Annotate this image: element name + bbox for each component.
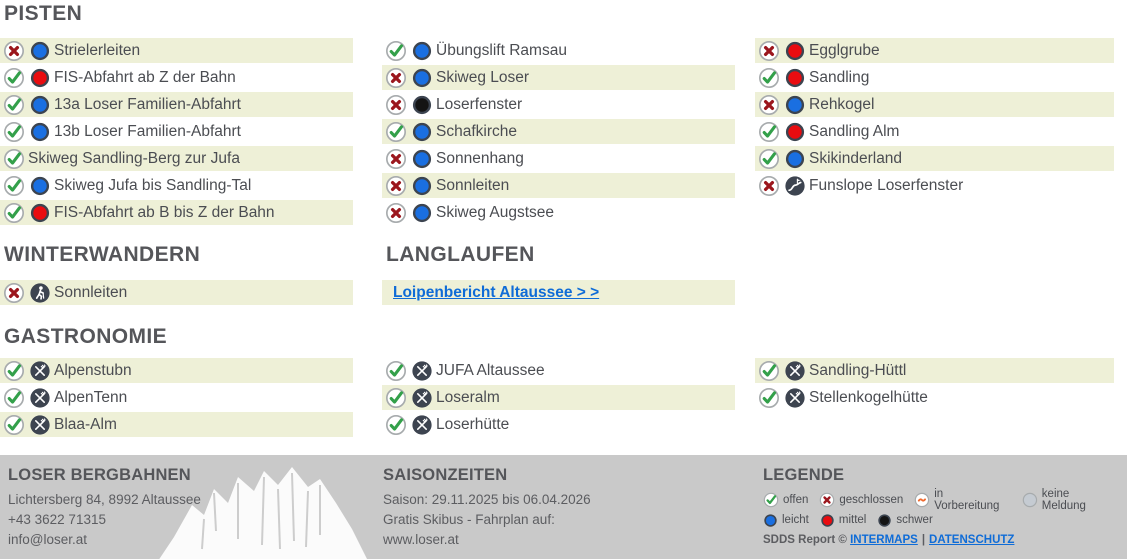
status-open-icon (385, 360, 407, 382)
langlaufen-link-row (382, 280, 735, 305)
status-closed-icon (385, 202, 407, 224)
footer-contact (8, 466, 383, 550)
piste-row (755, 119, 1114, 144)
gastro-row (0, 358, 353, 383)
season-website: www.loser.at (383, 532, 459, 547)
item-label: 13a Loser Familien-Abfahrt (54, 95, 241, 113)
status-open-icon (758, 148, 780, 170)
legend-status-row (763, 490, 1127, 510)
item-label: Skiweg Loser (436, 68, 530, 86)
difficulty-red-icon (784, 67, 806, 89)
pisten-title: PISTEN (4, 2, 83, 25)
legend-no-report-icon (1022, 492, 1038, 508)
difficulty-red-icon (29, 202, 51, 224)
item-label: FIS-Abfahrt ab Z der Bahn (54, 68, 236, 86)
restaurant-icon (29, 387, 51, 409)
contact-title: LOSER BERGBAHNEN (8, 466, 191, 484)
legend-open-icon (763, 492, 779, 508)
column-1 (0, 358, 353, 439)
status-closed-icon (385, 175, 407, 197)
gastronomie-title: GASTRONOMIE (4, 325, 168, 348)
status-open-icon (3, 67, 25, 89)
piste-row (0, 146, 353, 171)
item-label: Sandling-Hüttl (809, 361, 907, 379)
column-2 (382, 358, 735, 439)
legend-red-circle-icon (820, 513, 835, 528)
status-open-icon (3, 360, 25, 382)
legend-label: leicht (782, 514, 809, 526)
loipenbericht-link[interactable]: Loipenbericht Altaussee > > (393, 283, 600, 301)
item-label: Skiweg Sandling-Berg zur Jufa (28, 149, 240, 167)
legend-label: offen (783, 494, 809, 506)
legend-black-circle-icon (877, 513, 892, 528)
legend-item-preparing (914, 488, 1011, 512)
difficulty-blue-icon (29, 94, 51, 116)
piste-row (0, 173, 353, 198)
difficulty-blue-icon (784, 94, 806, 116)
item-label: Strielerleiten (54, 41, 141, 59)
status-open-icon (385, 414, 407, 436)
difficulty-blue-icon (411, 40, 433, 62)
difficulty-blue-icon (411, 121, 433, 143)
piste-row (382, 119, 735, 144)
legend-item-red (820, 513, 866, 528)
legend-preparing-icon (914, 492, 930, 508)
item-label: 13b Loser Familien-Abfahrt (54, 122, 241, 140)
piste-row (382, 38, 735, 63)
datenschutz-link[interactable]: DATENSCHUTZ (929, 534, 1015, 546)
report-separator: | (921, 534, 926, 546)
column-3 (755, 38, 1114, 227)
column-1 (0, 38, 353, 227)
legend-label: mittel (838, 514, 867, 526)
status-closed-icon (758, 94, 780, 116)
legend-item-no-report (1022, 488, 1116, 512)
legend-difficulty-row (763, 510, 1127, 530)
item-label: Sandling Alm (809, 122, 900, 140)
legend-item-black (877, 513, 932, 528)
section-langlaufen (382, 243, 735, 307)
footer-columns (0, 466, 1127, 550)
restaurant-icon (411, 387, 433, 409)
report-line (763, 534, 1127, 546)
footer (0, 455, 1127, 559)
piste-row (0, 119, 353, 144)
difficulty-red-icon (784, 40, 806, 62)
legend-label: geschlossen (839, 494, 904, 506)
status-open-icon (3, 387, 25, 409)
gastro-row (382, 385, 735, 410)
season-skibus: Gratis Skibus - Fahrplan auf: (383, 512, 555, 527)
legend-label: keine Meldung (1041, 488, 1086, 512)
column-2 (382, 38, 735, 227)
restaurant-icon (411, 360, 433, 382)
legend-item-blue (763, 513, 809, 528)
item-label: AlpenTenn (54, 388, 128, 406)
status-open-icon (3, 202, 25, 224)
piste-row (0, 38, 353, 63)
season-dates: Saison: 29.11.2025 bis 06.04.2026 (383, 492, 591, 507)
status-open-icon (385, 387, 407, 409)
pisten-columns (0, 38, 1127, 227)
legend-label: in Vorbereitung (934, 488, 1000, 512)
gastro-row (755, 385, 1114, 410)
gastronomie-columns (0, 358, 1127, 439)
winterwandern-row (0, 280, 353, 305)
status-closed-icon (758, 175, 780, 197)
piste-row (0, 65, 353, 90)
difficulty-blue-icon (411, 148, 433, 170)
item-label: Sonnleiten (54, 283, 128, 301)
item-label: Loseralm (436, 388, 500, 406)
contact-address: Lichtersberg 84, 8992 Altaussee (8, 492, 201, 507)
item-label: Blaa-Alm (54, 415, 117, 433)
difficulty-blue-icon (29, 175, 51, 197)
item-label: Stellenkogelhütte (809, 388, 928, 406)
piste-row (755, 173, 1114, 198)
status-open-icon (385, 40, 407, 62)
gastro-row (0, 385, 353, 410)
item-label: Sonnenhang (436, 149, 524, 167)
piste-row (0, 92, 353, 117)
piste-row (382, 65, 735, 90)
legend-title: LEGENDE (763, 466, 845, 484)
footer-legend (763, 466, 1127, 550)
restaurant-icon (29, 360, 51, 382)
difficulty-blue-icon (411, 175, 433, 197)
restaurant-icon (784, 360, 806, 382)
piste-row (755, 65, 1114, 90)
status-closed-icon (385, 94, 407, 116)
legend-label: schwer (896, 514, 933, 526)
langlaufen-title: LANGLAUFEN (386, 243, 535, 266)
difficulty-black-icon (411, 94, 433, 116)
restaurant-icon (29, 414, 51, 436)
item-label: Skiweg Jufa bis Sandling-Tal (54, 176, 252, 194)
piste-row (382, 92, 735, 117)
winterwandern-rows (0, 280, 353, 305)
footer-season (383, 466, 763, 550)
status-closed-icon (758, 40, 780, 62)
intermaps-link[interactable]: INTERMAPS (850, 534, 918, 546)
restaurant-icon (411, 414, 433, 436)
piste-row (0, 200, 353, 225)
section-gastronomie (0, 325, 1127, 439)
item-label: JUFA Altaussee (436, 361, 545, 379)
column-3 (755, 358, 1114, 439)
difficulty-blue-icon (29, 121, 51, 143)
difficulty-blue-icon (411, 202, 433, 224)
piste-row (382, 146, 735, 171)
season-title: SAISONZEITEN (383, 466, 508, 484)
contact-phone: +43 3622 71315 (8, 512, 106, 527)
gastro-row (755, 358, 1114, 383)
gastro-row (382, 412, 735, 437)
status-open-icon (758, 121, 780, 143)
item-label: FIS-Abfahrt ab B bis Z der Bahn (54, 203, 275, 221)
status-open-icon (3, 121, 25, 143)
status-open-icon (3, 414, 25, 436)
status-open-icon (385, 121, 407, 143)
status-closed-icon (385, 67, 407, 89)
status-open-icon (3, 175, 25, 197)
status-open-icon (3, 148, 25, 170)
legend-blue-circle-icon (763, 513, 778, 528)
difficulty-blue-icon (784, 148, 806, 170)
status-open-icon (758, 360, 780, 382)
item-label: Sandling (809, 68, 870, 86)
status-closed-icon (3, 40, 25, 62)
piste-row (755, 92, 1114, 117)
difficulty-red-icon (29, 67, 51, 89)
section-winterwandern (0, 243, 353, 307)
report-prefix: SDDS Report © (763, 534, 851, 546)
difficulty-red-icon (784, 121, 806, 143)
gastro-row (382, 358, 735, 383)
status-open-icon (758, 387, 780, 409)
legend-item-open (763, 492, 808, 508)
status-closed-icon (385, 148, 407, 170)
gastro-row (0, 412, 353, 437)
piste-row (382, 200, 735, 225)
section-pisten (0, 2, 1127, 227)
item-label: Skiweg Augstsee (436, 203, 555, 221)
difficulty-blue-icon (29, 40, 51, 62)
difficulty-blue-icon (411, 67, 433, 89)
restaurant-icon (784, 387, 806, 409)
item-label: Alpenstubn (54, 361, 132, 379)
legend-closed-icon (819, 492, 835, 508)
status-open-icon (758, 67, 780, 89)
item-label: Loserfenster (436, 95, 523, 113)
status-closed-icon (3, 282, 25, 304)
item-label: Übungslift Ramsau (436, 41, 567, 59)
winterwandern-title: WINTERWANDERN (4, 243, 201, 266)
status-open-icon (3, 94, 25, 116)
item-label: Loserhütte (436, 415, 510, 433)
piste-row (382, 173, 735, 198)
hiking-icon (29, 282, 51, 304)
item-label: Funslope Loserfenster (809, 176, 964, 194)
piste-row (755, 38, 1114, 63)
contact-email: info@loser.at (8, 532, 87, 547)
item-label: Egglgrube (809, 41, 880, 59)
legend-item-closed (819, 492, 903, 508)
item-label: Schafkirche (436, 122, 517, 140)
item-label: Skikinderland (809, 149, 903, 167)
piste-row (755, 146, 1114, 171)
item-label: Sonnleiten (436, 176, 510, 194)
item-label: Rehkogel (809, 95, 875, 113)
duo-section (0, 243, 1127, 307)
funslope-icon (784, 175, 806, 197)
